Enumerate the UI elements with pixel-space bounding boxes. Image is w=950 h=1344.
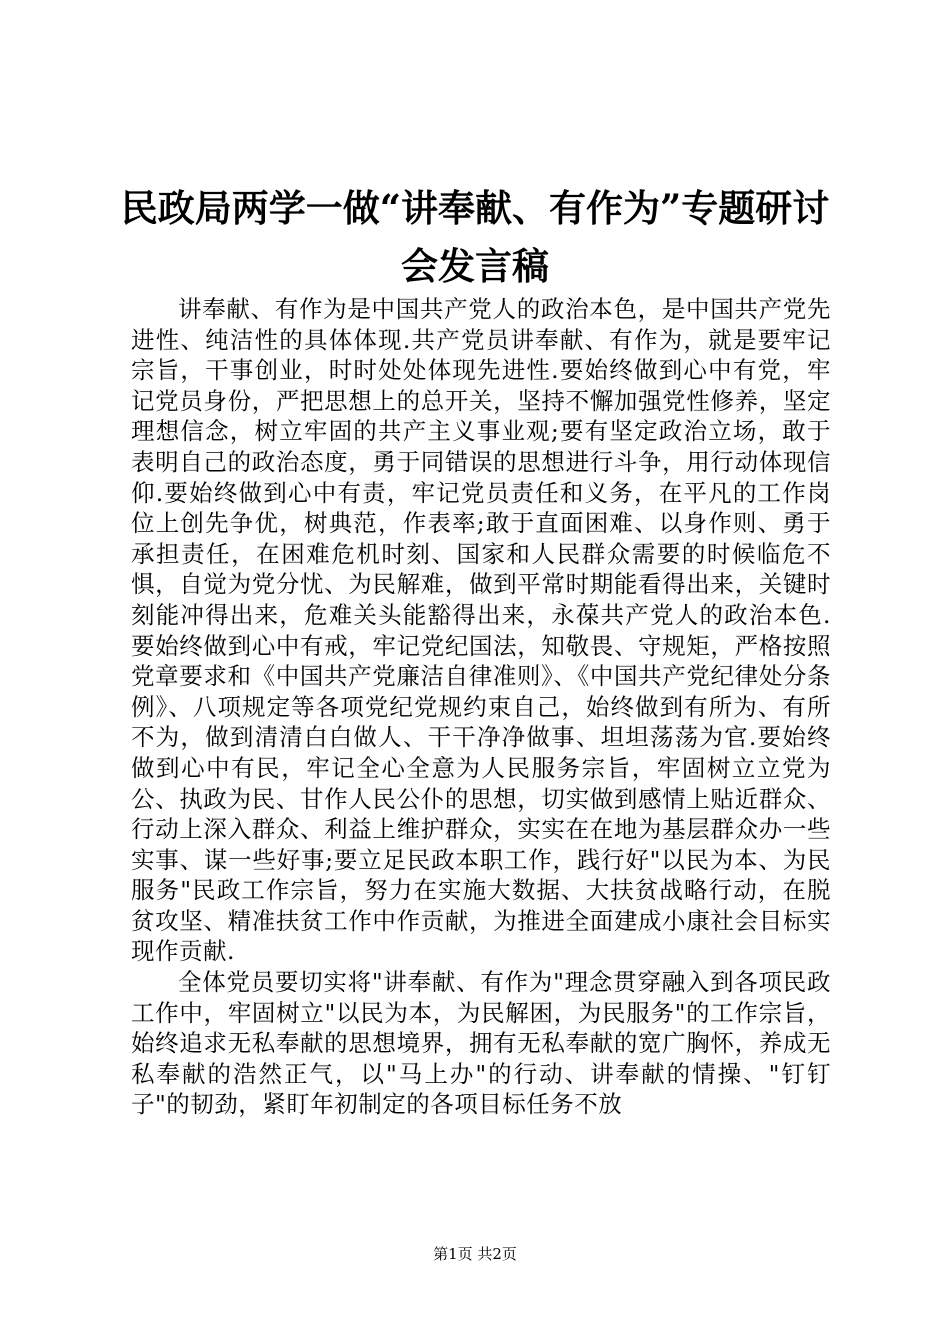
body-paragraph-1: 讲奉献、有作为是中国共产党人的政治本色，是中国共产党先进性、纯洁性的具体体现.共产党员讲奉献、有作为，就是要牢记宗旨，干事创业，时时处处体现先进性.要始终做到心中有党，牢记党员身份，严把思想上的总开关，坚持不懈加强党性修养，坚定理想信念，树立牢固的共产主义事业观;要有坚定政治立场，敢于表明自己的政治态度，勇于同错误的思想进行斗争，用行动体现信仰.要始终做到心中有责，牢记党员责任和义务，在平凡的工作岗位上创先争优，树典范，作表率;敢于直面困难、以身作则、勇于承担责任，在困难危机时刻、国家和人民群众需要的时候临危不惧，自觉为党分忧、为民解难，做到平常时期能看得出来，关键时刻能冲得出来，危难关头能豁得出来，永葆共产党人的政治本色.要始终做到心中有戒，牢记党纪国法，知敬畏、守规矩，严格按照党章要求和《中国共产党廉洁自律准则》、《中国共产党纪律处分条例》、八项规定等各项党纪党规约束自己，始终做到有所为、有所不为，做到清清白白做人、干干净净做事、坦坦荡荡为官.要始终做到心中有民，牢记全心全意为人民服务宗旨，牢固树立立党为公、执政为民、甘作人民公仆的思想，切实做到感情上贴近群众、行动上深入群众、利益上维护群众，实实在在地为基层群众办一些实事、谋一些好事;要立足民政本职工作，践行好"以民为本、为民服务"民政工作宗旨，努力在实施大数据、大扶贫战略行动，在脱贫攻坚、精准扶贫工作中作贡献，为推进全面建成小康社会目标实现作贡献. [131,295,831,966]
page-number-footer: 第1页 共2页 [433,1245,517,1263]
document-title-line-2: 会发言稿 [401,244,549,288]
body-paragraph-2: 全体党员要切实将"讲奉献、有作为"理念贯穿融入到各项民政工作中，牢固树立"以民为本，为民解困，为民服务"的工作宗旨，始终追求无私奉献的思想境界，拥有无私奉献的宽广胸怀，养成无私奉献的浩然正气，以"马上办"的行动、讲奉献的情操、"钉钉子"的韧劲，紧盯年初制定的各项目标任务不放 [131,968,831,1119]
document-title-line-1: 民政局两学一做“讲奉献、有作为”专题研讨 [120,186,830,230]
document-body [131,294,831,1120]
